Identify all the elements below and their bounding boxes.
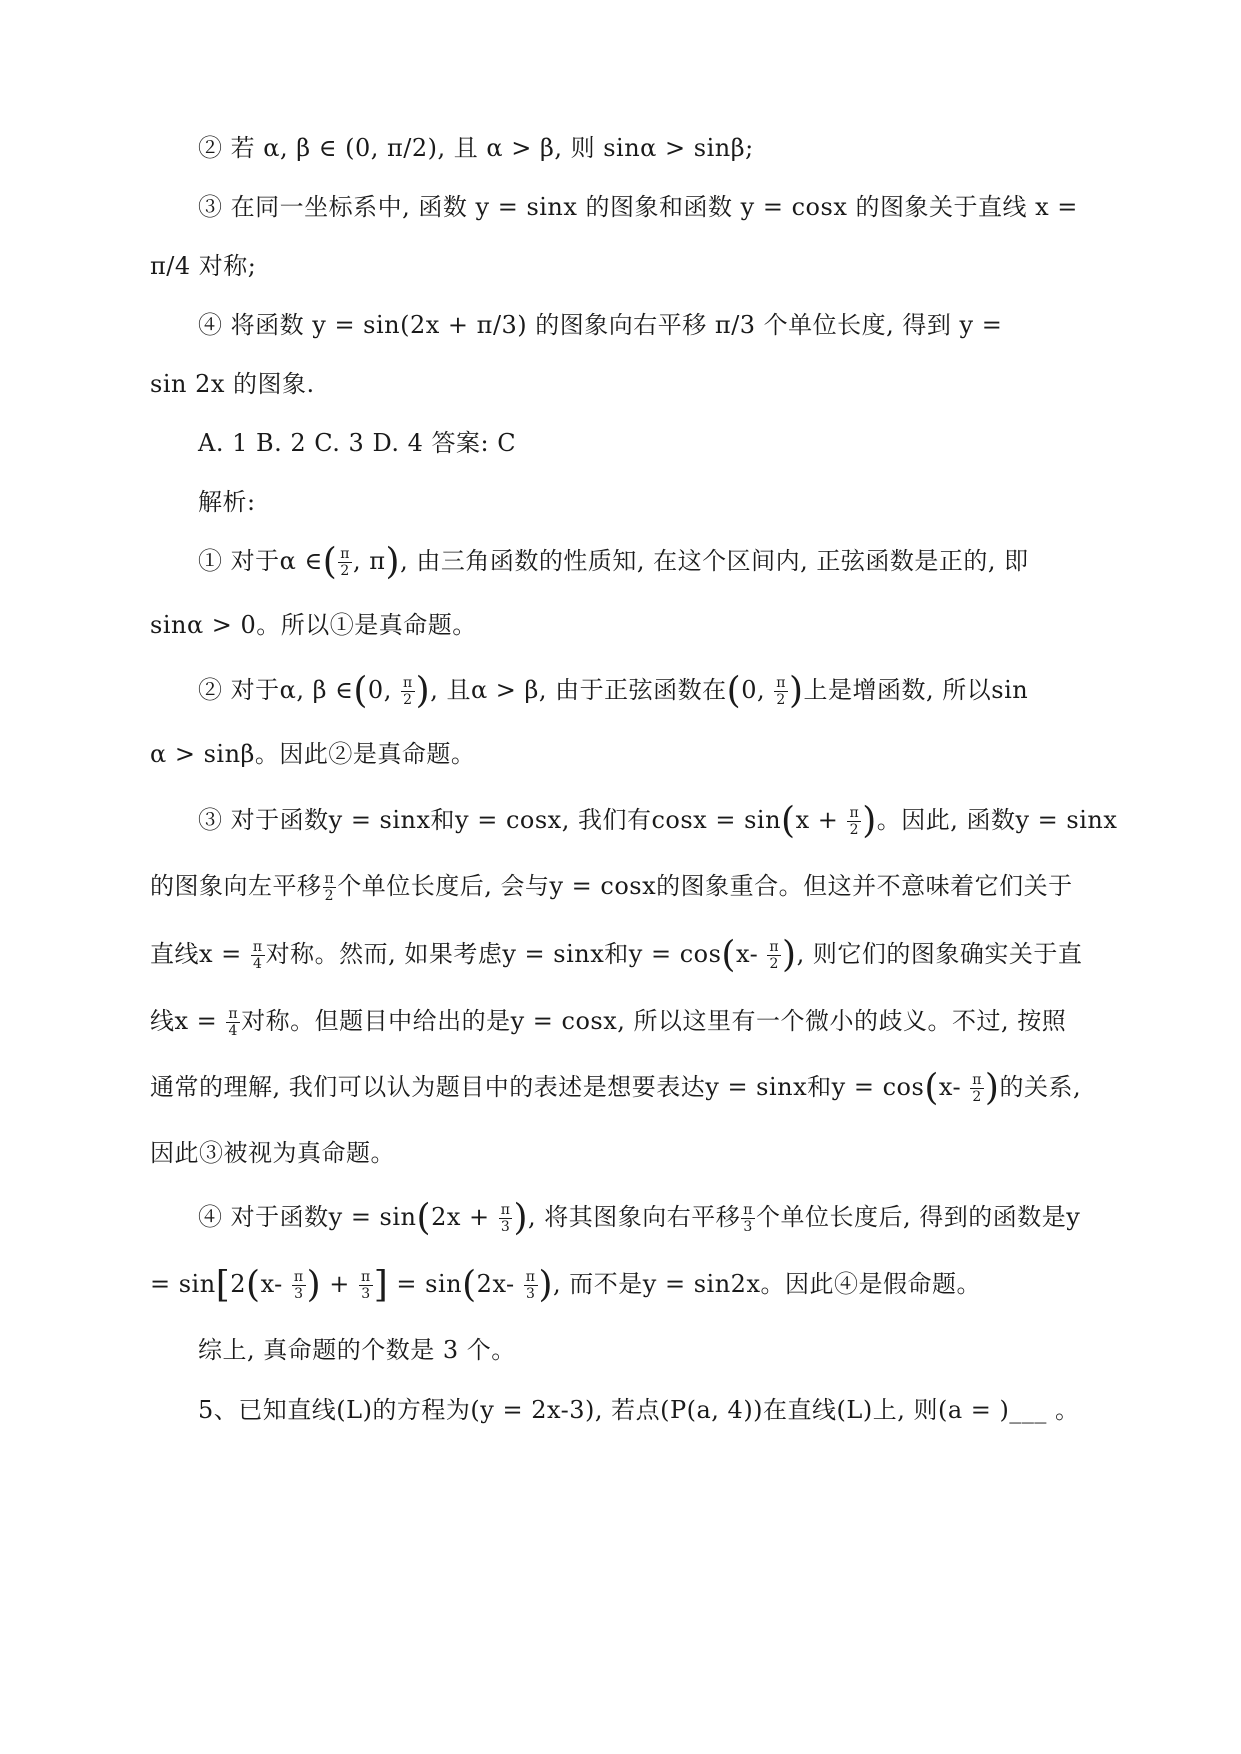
- analysis-2: ② 对于α, β ∈(0, $\frac{\pi}{2}$ ), 且α > β, 由于正弦函数在(0, $\frac{\pi}{2}$ )上是增函数, 所以sin: [198, 670, 1029, 712]
- fraction: $\frac{\pi}{2}$: [324, 871, 335, 904]
- statement-4: ④ 将函数 y = sin(2x + π/3) 的图象向右平移 π/3 个单位长度, 得到 y =: [198, 311, 1003, 339]
- fraction: $\frac{\pi}{4}$: [228, 1006, 239, 1039]
- answer-options: A. 1 B. 2 C. 3 D. 4 答案: C: [198, 429, 517, 457]
- analysis-3: ③ 对于函数y = sinx和y = cosx, 我们有cosx = sin(x + $\frac{\pi}{2}$ )。因此, 函数y = sinx: [198, 800, 1118, 842]
- fraction: $\frac{\pi}{4}$: [252, 939, 263, 972]
- fraction: $\frac{\pi}{2}$: [769, 939, 780, 972]
- analysis-3-line4: 线x = $\frac{\pi}{4}$ 对称。但题目中给出的是y = cosx, 所以这里有一个微小的歧义。不过, 按照: [150, 1006, 1067, 1039]
- analysis-2-cont: α > sinβ。因此②是真命题。: [150, 740, 476, 768]
- fraction: $\frac{\pi}{3}$: [743, 1202, 753, 1235]
- analysis-3-line5: 通常的理解, 我们可以认为题目中的表述是想要表达y = sinx和y = cos(x- $\frac{\pi}{2}$ )的关系,: [150, 1067, 1082, 1109]
- analysis-3-line6: 因此③被视为真命题。: [150, 1139, 395, 1167]
- fraction: $\frac{\pi}{2}$: [340, 546, 350, 579]
- fraction: $\frac{\pi}{2}$: [972, 1072, 982, 1105]
- fraction: $\frac{\pi}{2}$: [402, 675, 413, 708]
- fraction: $\frac{\pi}{3}$: [293, 1269, 304, 1302]
- statement-3-cont: π/4 对称;: [150, 252, 257, 280]
- fraction: $\frac{\pi}{3}$: [361, 1269, 371, 1302]
- analysis-3-line3: 直线x = $\frac{\pi}{4}$ 对称。然而, 如果考虑y = sinx和y = cos(x- $\frac{\pi}{2}$ ), 则它们的图象确实关于直: [150, 934, 1083, 976]
- statement-2: ② 若 α, β ∈ (0, π/2), 且 α > β, 则 sinα > sinβ;: [198, 134, 754, 162]
- analysis-3-line2: 的图象向左平移 $\frac{\pi}{2}$ 个单位长度后, 会与y = cosx的图象重合。但这并不意味着它们关于: [150, 871, 1073, 904]
- fraction: $\frac{\pi}{2}$: [776, 675, 786, 708]
- analysis-1-cont: sinα > 0。所以①是真命题。: [150, 611, 477, 639]
- fraction: $\frac{\pi}{2}$: [849, 805, 860, 838]
- statement-4-cont: sin 2x 的图象.: [150, 370, 315, 398]
- analysis-4: ④ 对于函数y = sin(2x + $\frac{\pi}{3}$ ), 将其图象向右平移 $\frac{\pi}{3}$ 个单位长度后, 得到的函数是y: [198, 1197, 1081, 1239]
- statement-3: ③ 在同一坐标系中, 函数 y = sinx 的图象和函数 y = cosx 的图象关于直线 x =: [198, 193, 1078, 221]
- analysis-1: ① 对于α ∈( $\frac{\pi}{2}$ , π), 由三角函数的性质知, 在这个区间内, 正弦函数是正的, 即: [198, 541, 1029, 583]
- fraction: $\frac{\pi}{3}$: [525, 1269, 536, 1302]
- analysis-4-cont: = sin[2(x- $\frac{\pi}{3}$ ) + $\frac{\pi}{3}$ ] = sin(2x- $\frac{\pi}{3}$ ), 而不是y = sin2x。因此④是假命题。: [150, 1264, 981, 1306]
- conclusion: 综上, 真命题的个数是 3 个。: [198, 1336, 516, 1364]
- analysis-heading: 解析:: [198, 488, 256, 516]
- question-5: 5、已知直线(L)的方程为(y = 2x-3), 若点(P(a, 4))在直线(L)上, 则(a = )___ 。: [198, 1396, 1080, 1424]
- fraction: $\frac{\pi}{3}$: [500, 1202, 511, 1235]
